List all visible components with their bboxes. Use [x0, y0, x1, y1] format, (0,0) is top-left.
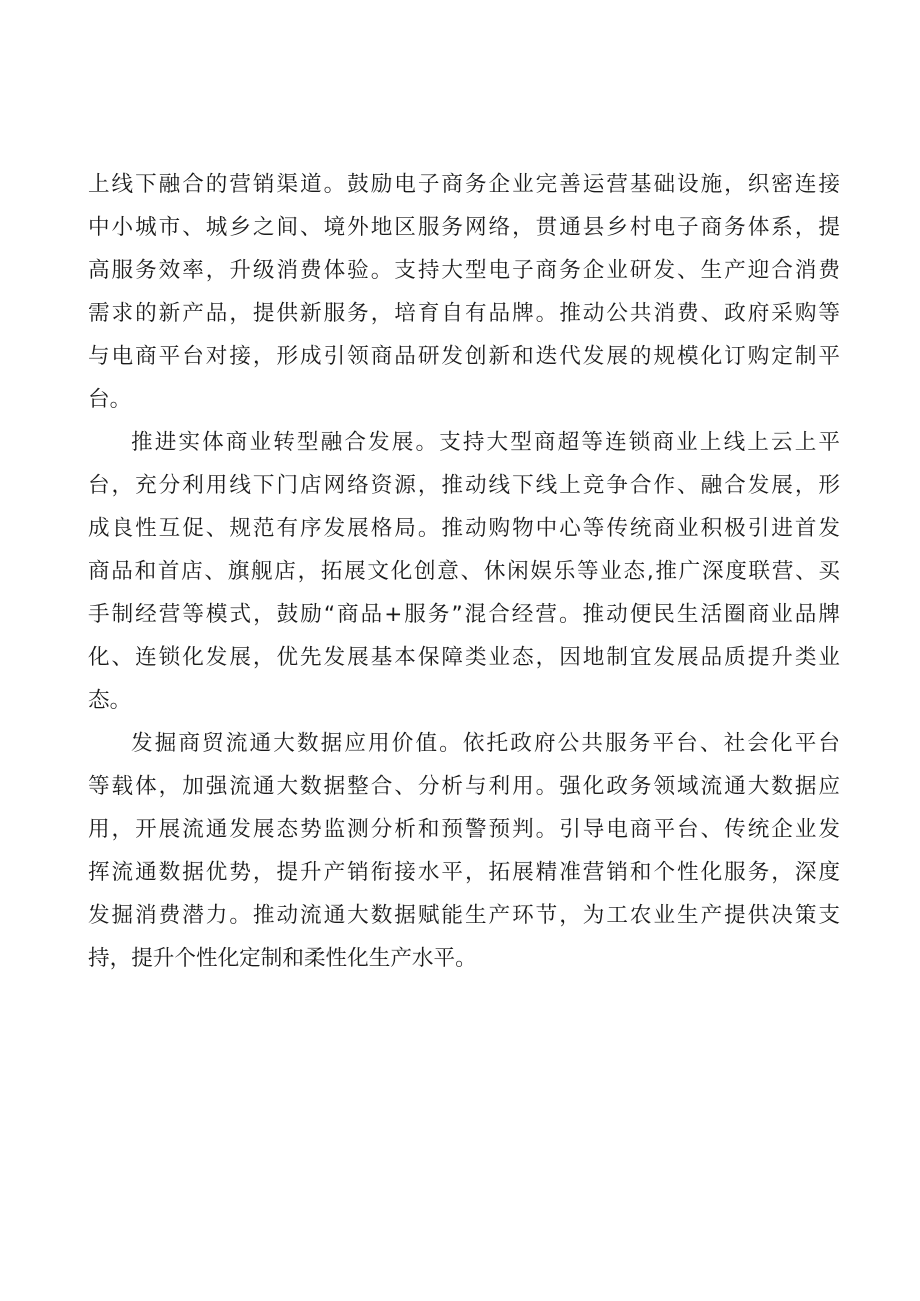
- text-line: 推进实体商业转型融合发展。支持大型商超等连锁商业上线上云上平: [131, 430, 840, 455]
- text-line: 与电商平台对接，形成引领商品研发创新和迭代发展的规模化订购定制平: [88, 344, 840, 369]
- text-line: 商品和首店、旗舰店，拓展文化创意、休闲娱乐等业态,推广深度联营、买: [88, 559, 840, 584]
- text-line: 成良性互促、规范有序发展格局。推动购物中心等传统商业积极引进首发: [88, 516, 840, 541]
- text-line: 持，提升个性化定制和柔性化生产水平。: [88, 946, 477, 971]
- paragraph-physical-commerce: [88, 421, 840, 722]
- text-line: 化、连锁化发展，优先发展基本保障类业态，因地制宜发展品质提升类业: [88, 645, 840, 670]
- text-line: 等载体，加强流通大数据整合、分析与利用。强化政务领域流通大数据应: [88, 774, 840, 799]
- text-line: 需求的新产品，提供新服务，培育自有品牌。推动公共消费、政府采购等: [88, 301, 840, 326]
- text-line: 中小城市、城乡之间、境外地区服务网络，贯通县乡村电子商务体系，提: [88, 215, 840, 240]
- text-line: 高服务效率，升级消费体验。支持大型电子商务企业研发、生产迎合消费: [88, 258, 840, 283]
- text-line: 用，开展流通发展态势监测分析和预警预判。引导电商平台、传统企业发: [88, 817, 840, 842]
- text-line: 台，充分利用线下门店网络资源，推动线下线上竞争合作、融合发展，形: [88, 473, 840, 498]
- text-line: 发掘商贸流通大数据应用价值。依托政府公共服务平台、社会化平台: [131, 731, 840, 756]
- text-line: 台。: [88, 387, 132, 412]
- text-line: 手制经营等模式，鼓励“商品+服务”混合经营。推动便民生活圈商业品牌: [88, 602, 840, 627]
- paragraph-big-data: [88, 722, 840, 980]
- text-line: 态。: [88, 688, 132, 713]
- paragraph-online-offline-channels: [88, 163, 840, 421]
- text-line: 上线下融合的营销渠道。鼓励电子商务企业完善运营基础设施，织密连接: [88, 172, 840, 197]
- text-line: 发掘消费潜力。推动流通大数据赋能生产环节，为工农业生产提供决策支: [88, 903, 840, 928]
- document-body: [88, 163, 840, 980]
- text-line: 挥流通数据优势，提升产销衔接水平，拓展精准营销和个性化服务，深度: [88, 860, 840, 885]
